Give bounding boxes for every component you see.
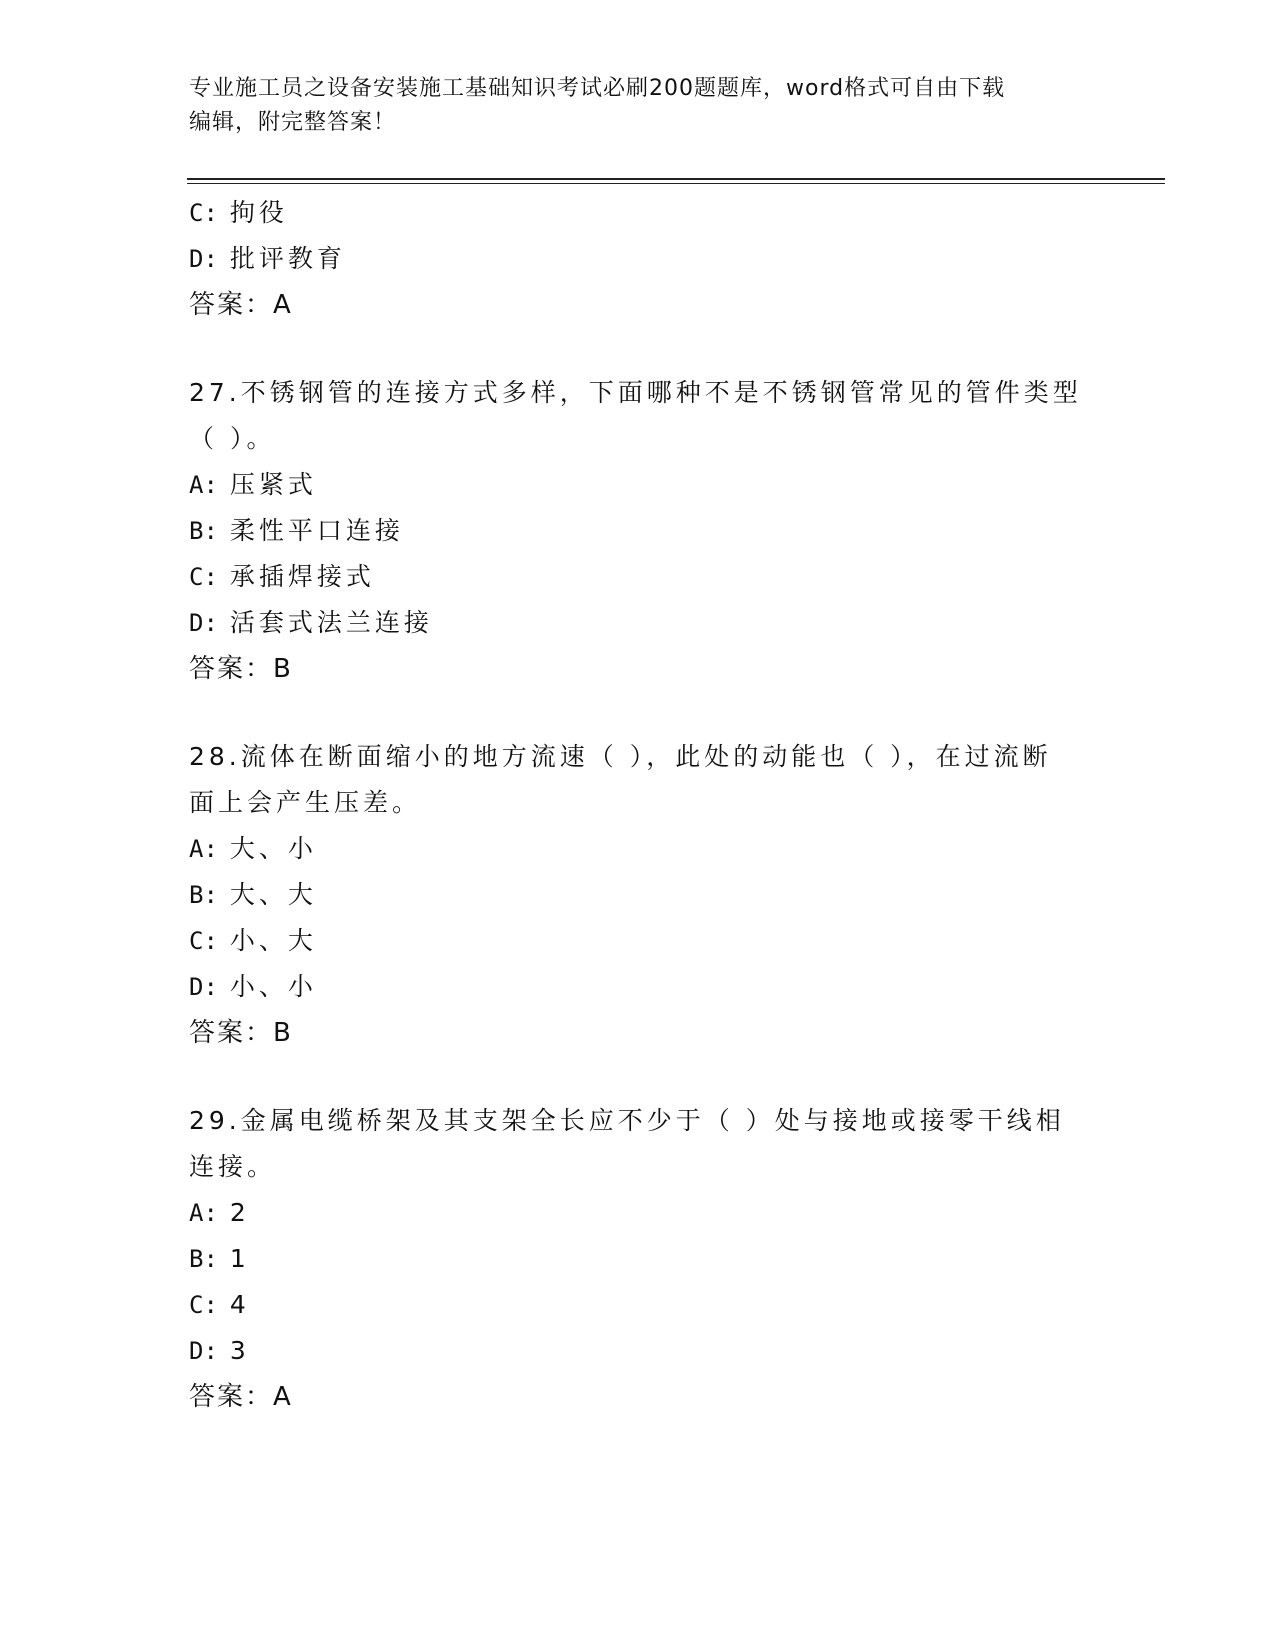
option-text: 批评教育 (229, 244, 346, 273)
spacer (189, 692, 1089, 734)
option-b (189, 1236, 1089, 1282)
option-b (189, 872, 1089, 918)
question-stem-line1: 27.不锈钢管的连接方式多样，下面哪种不是不锈钢管常见的管件类型 (189, 378, 1082, 407)
question-list (189, 190, 1089, 1420)
option-text: 4 (229, 1290, 250, 1319)
header-divider-top (187, 178, 1165, 180)
option-letter: A: (189, 835, 218, 863)
answer-line: 答案：A (189, 1382, 293, 1412)
question-stem-line2: 连接。 (189, 1152, 277, 1181)
option-text: 1 (229, 1244, 250, 1273)
option-a (189, 826, 1089, 872)
spacer (189, 1056, 1089, 1098)
option-text: 活套式法兰连接 (229, 608, 433, 637)
option-letter: D: (189, 245, 218, 273)
answer-line: 答案：B (189, 654, 293, 684)
header-title-line2: 编辑，附完整答案！ (189, 110, 397, 135)
question-27 (189, 370, 1089, 692)
answer-line: 答案：A (189, 290, 293, 320)
option-text: 柔性平口连接 (229, 516, 404, 545)
option-a (189, 1190, 1089, 1236)
question-stem-line1: 29.金属电缆桥架及其支架全长应不少于（ ）处与接地或接零干线相 (189, 1106, 1065, 1135)
option-text: 小、大 (229, 926, 317, 955)
option-c (189, 1282, 1089, 1328)
header-divider-bottom (187, 183, 1165, 184)
option-letter: D: (189, 609, 218, 637)
option-letter: B: (189, 517, 218, 545)
option-d (189, 1328, 1089, 1374)
option-letter: C: (189, 199, 218, 227)
question-28 (189, 734, 1089, 1056)
option-d (189, 600, 1089, 646)
option-d (189, 964, 1089, 1010)
spacer (189, 328, 1089, 370)
option-text: 压紧式 (229, 470, 317, 499)
option-letter: A: (189, 471, 218, 499)
answer-line: 答案：B (189, 1018, 293, 1048)
question-stem-line1: 28.流体在断面缩小的地方流速（ ），此处的动能也（ ），在过流断 (189, 742, 1052, 771)
option-text: 大、小 (229, 834, 317, 863)
question-29 (189, 1098, 1089, 1420)
option-text: 大、大 (229, 880, 317, 909)
option-text: 承插焊接式 (229, 562, 375, 591)
header-title-line1: 专业施工员之设备安装施工基础知识考试必刷200题题库，word格式可自由下载 (189, 76, 1006, 101)
option-letter: B: (189, 1245, 218, 1273)
option-letter: D: (189, 973, 218, 1001)
option-b (189, 508, 1089, 554)
question-stem (189, 734, 1089, 826)
previous-question-tail (189, 190, 1089, 328)
option-letter: C: (189, 1291, 218, 1319)
option-letter: C: (189, 563, 218, 591)
option-text: 小、小 (229, 972, 317, 1001)
option-letter: C: (189, 927, 218, 955)
option-letter: B: (189, 881, 218, 909)
option-letter: A: (189, 1199, 218, 1227)
option-text: 拘役 (229, 198, 288, 227)
option-text: 2 (229, 1198, 250, 1227)
option-a (189, 462, 1089, 508)
option-text: 3 (229, 1336, 250, 1365)
option-c (189, 554, 1089, 600)
option-letter: D: (189, 1337, 218, 1365)
document-header (189, 72, 1089, 140)
question-stem (189, 370, 1089, 462)
option-c (189, 190, 1089, 236)
question-stem-line2: 面上会产生压差。 (189, 788, 422, 817)
question-stem (189, 1098, 1089, 1190)
option-d (189, 236, 1089, 282)
question-stem-line2: （ ）。 (189, 424, 276, 453)
option-c (189, 918, 1089, 964)
